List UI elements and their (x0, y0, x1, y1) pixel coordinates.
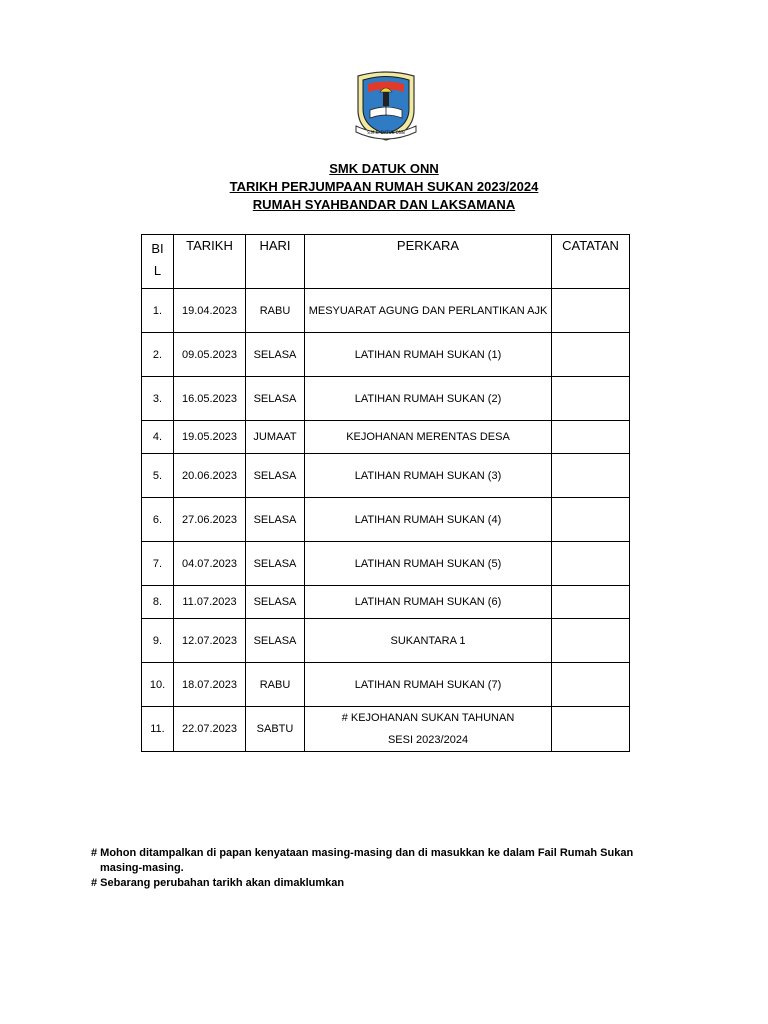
cell-perkara: KEJOHANAN MERENTAS DESA (305, 421, 552, 454)
document-subtitle: RUMAH SYAHBANDAR DAN LAKSAMANA (252, 197, 516, 212)
cell-catatan (552, 663, 630, 707)
header-perkara: PERKARA (305, 235, 552, 289)
cell-perkara-line1: # KEJOHANAN SUKAN TAHUNAN (341, 712, 515, 724)
cell-catatan (552, 333, 630, 377)
cell-bil: 6. (142, 498, 174, 542)
cell-perkara-line2: SESI 2023/2024 (387, 734, 469, 746)
cell-catatan (552, 542, 630, 586)
cell-hari: JUMAAT (246, 421, 305, 454)
meeting-schedule-table (141, 234, 630, 752)
cell-bil: 8. (142, 586, 174, 619)
cell-perkara: LATIHAN RUMAH SUKAN (5) (305, 542, 552, 586)
cell-hari: RABU (246, 663, 305, 707)
cell-perkara: LATIHAN RUMAH SUKAN (2) (305, 377, 552, 421)
cell-tarikh: 11.07.2023 (174, 586, 246, 619)
document-header (0, 160, 768, 214)
cell-hari: SELASA (246, 377, 305, 421)
cell-catatan (552, 498, 630, 542)
cell-perkara (305, 707, 552, 752)
table-row (142, 421, 630, 454)
cell-bil: 4. (142, 421, 174, 454)
cell-bil: 7. (142, 542, 174, 586)
cell-perkara: LATIHAN RUMAH SUKAN (1) (305, 333, 552, 377)
cell-tarikh: 16.05.2023 (174, 377, 246, 421)
cell-bil: 10. (142, 663, 174, 707)
cell-tarikh: 19.05.2023 (174, 421, 246, 454)
cell-perkara: LATIHAN RUMAH SUKAN (7) (305, 663, 552, 707)
cell-hari: SELASA (246, 333, 305, 377)
header-catatan: CATATAN (552, 235, 630, 289)
table-row (142, 289, 630, 333)
cell-bil: 1. (142, 289, 174, 333)
table-header-row (142, 235, 630, 289)
table-row (142, 542, 630, 586)
cell-catatan (552, 586, 630, 619)
cell-catatan (552, 707, 630, 752)
note-changes: # Sebarang perubahan tarikh akan dimaklumkan (91, 877, 345, 889)
school-name: SMK DATUK ONN (329, 161, 439, 176)
cell-tarikh: 04.07.2023 (174, 542, 246, 586)
table-row (142, 619, 630, 663)
header-bil: BI L (142, 235, 174, 289)
cell-tarikh: 09.05.2023 (174, 333, 246, 377)
cell-perkara: LATIHAN RUMAH SUKAN (6) (305, 586, 552, 619)
cell-hari: SELASA (246, 542, 305, 586)
header-tarikh: TARIKH (174, 235, 246, 289)
table-row (142, 707, 630, 752)
table-row (142, 498, 630, 542)
note-display-cont: masing-masing. (100, 862, 184, 874)
cell-catatan (552, 454, 630, 498)
cell-bil: 11. (142, 707, 174, 752)
cell-tarikh: 27.06.2023 (174, 498, 246, 542)
table-row (142, 586, 630, 619)
table-row (142, 454, 630, 498)
cell-catatan (552, 619, 630, 663)
table-row (142, 333, 630, 377)
school-crest-icon (350, 70, 422, 142)
note-display: # Mohon ditampalkan di papan kenyataan masing-masing dan di masukkan ke dalam Fail Rumah Sukan (91, 847, 634, 859)
cell-hari: SELASA (246, 498, 305, 542)
cell-hari: SELASA (246, 619, 305, 663)
cell-hari: SELASA (246, 586, 305, 619)
cell-perkara: SUKANTARA 1 (305, 619, 552, 663)
cell-tarikh: 18.07.2023 (174, 663, 246, 707)
cell-tarikh: 20.06.2023 (174, 454, 246, 498)
cell-catatan (552, 421, 630, 454)
document-title: TARIKH PERJUMPAAN RUMAH SUKAN 2023/2024 (229, 179, 539, 194)
cell-perkara: LATIHAN RUMAH SUKAN (4) (305, 498, 552, 542)
footnotes (91, 846, 691, 891)
cell-catatan (552, 377, 630, 421)
cell-perkara: MESYUARAT AGUNG DAN PERLANTIKAN AJK (305, 289, 552, 333)
cell-bil: 5. (142, 454, 174, 498)
table-row (142, 663, 630, 707)
crest-motto: S.M.K. DATUK ONN (367, 130, 405, 135)
cell-bil: 9. (142, 619, 174, 663)
cell-catatan (552, 289, 630, 333)
cell-bil: 2. (142, 333, 174, 377)
cell-hari: SELASA (246, 454, 305, 498)
cell-perkara: LATIHAN RUMAH SUKAN (3) (305, 454, 552, 498)
cell-tarikh: 19.04.2023 (174, 289, 246, 333)
cell-bil: 3. (142, 377, 174, 421)
table-row (142, 377, 630, 421)
header-hari: HARI (246, 235, 305, 289)
cell-tarikh: 12.07.2023 (174, 619, 246, 663)
cell-tarikh: 22.07.2023 (174, 707, 246, 752)
cell-hari: SABTU (246, 707, 305, 752)
cell-hari: RABU (246, 289, 305, 333)
